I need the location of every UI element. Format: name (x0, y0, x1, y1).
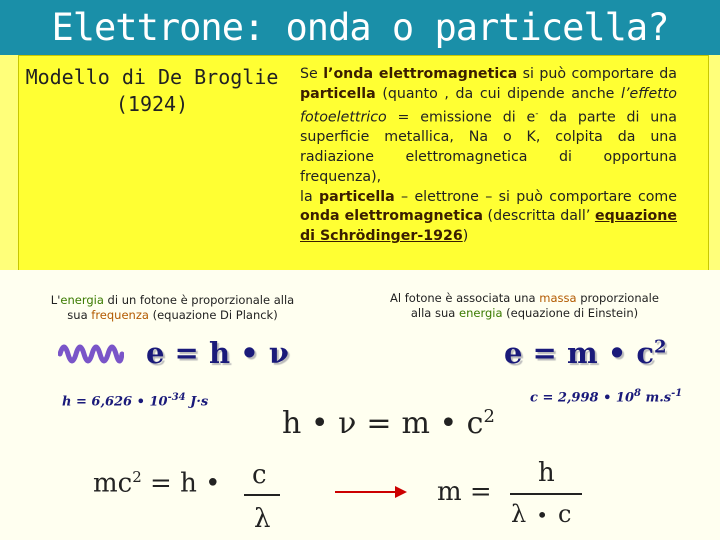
note-energy: energia (60, 293, 104, 307)
desc-text: Se (300, 66, 324, 82)
planck-constant (62, 392, 208, 409)
mass-result-lhs: m = (437, 477, 492, 507)
wave-icon (58, 338, 124, 370)
desc-text: da parte di una superficie metallica, Na o K, colpita da una radiazione elettromagnetica di opportuna frequenza), (300, 109, 677, 185)
planck-constant-unit: J·s (185, 394, 209, 410)
desc-highlight: l’onda elettromagnetica (323, 66, 518, 82)
note-text: L' (50, 293, 61, 307)
note-text: (equazione Di Planck) (148, 308, 278, 322)
note-text: (equazione di Einstein) (502, 306, 639, 320)
light-speed-exp: 8 (634, 388, 641, 399)
formula-rest: = h • (141, 468, 221, 499)
combined-equation (282, 406, 495, 441)
planck-note (20, 293, 325, 323)
einstein-equation (504, 336, 667, 370)
light-speed-constant (530, 388, 682, 405)
den-dot: • (536, 503, 549, 527)
model-name: Modello di De Broglie (25, 65, 279, 89)
combined-right: m • c (401, 406, 484, 441)
desc-underlined: equazione di Schrödinger-1926 (300, 208, 677, 245)
arrow-right-icon (335, 484, 409, 500)
planck-constant-exp: -34 (167, 392, 186, 403)
formula-lhs: mc (93, 468, 133, 499)
combined-equals: = (366, 406, 392, 441)
note-text: sua (67, 308, 92, 322)
fraction-line (510, 493, 582, 495)
planck-equation: e = h • ν (146, 336, 289, 370)
desc-text: si può comportare da (517, 66, 677, 82)
combined-exp: 2 (483, 406, 495, 427)
note-energy: energia (459, 306, 503, 320)
mass-result-numerator: h (538, 458, 555, 488)
note-text: proporzionale (576, 291, 659, 305)
formula-denominator: λ (254, 504, 271, 534)
formula-numerator: c (252, 460, 267, 490)
den-lambda: λ (511, 500, 527, 528)
formula-exp: 2 (132, 468, 142, 486)
desc-highlight: onda elettromagnetica (300, 208, 483, 225)
mass-result-denominator (511, 500, 571, 528)
note-text: di un fotone è proporzionale alla (103, 293, 295, 307)
light-speed-exp2: -1 (671, 388, 683, 399)
mass-derivation-left (93, 468, 220, 499)
note-frequency: frequenza (91, 308, 149, 322)
desc-text: (descritta dall’ (482, 208, 595, 225)
desc-text: (quanto , da cui dipende anche (375, 85, 622, 102)
planck-constant-value: h = 6,626 • 10 (62, 394, 168, 410)
light-speed-value: c = 2,998 • 10 (530, 390, 635, 406)
light-speed-unit: m.s (641, 390, 672, 406)
note-mass: massa (539, 291, 577, 305)
desc-highlight: particella (318, 188, 395, 205)
note-text: alla sua (410, 306, 459, 320)
desc-italic: l’effetto fotoelettrico (300, 85, 677, 126)
desc-text: ) (462, 228, 469, 245)
desc-highlight: particella (300, 85, 376, 102)
fraction-line (244, 494, 280, 496)
den-c: c (558, 500, 572, 528)
einstein-note (352, 291, 697, 321)
desc-sup: - (535, 108, 539, 119)
einstein-exp: 2 (654, 336, 667, 358)
desc-text: – elettrone – si può comportare come (394, 188, 677, 205)
slide-title: Elettrone: onda o particella? (51, 6, 669, 49)
desc-text: la (300, 188, 319, 205)
note-text: Al fotone è associata una (390, 291, 540, 305)
desc-text: = emissione di e (386, 109, 536, 126)
model-title (24, 64, 280, 118)
einstein-main: e = m • c (504, 336, 655, 370)
description-text (300, 65, 677, 247)
combined-left: h • ν (282, 406, 357, 441)
model-year: (1924) (115, 92, 189, 116)
